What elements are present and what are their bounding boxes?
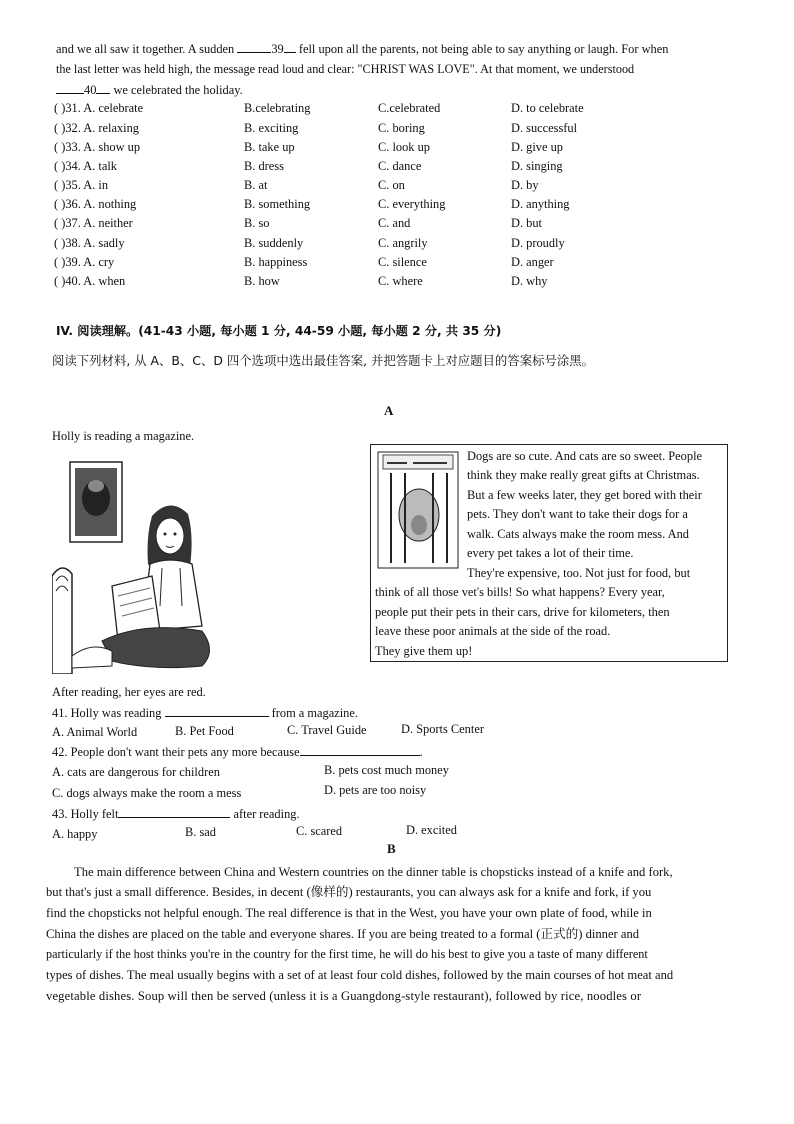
passage-b-line-2: but that's just a small difference. Besides, in decent (像样的) restaurants, you can always ask for a knife and fork, if you [46,885,652,899]
question-42-option-a[interactable]: A. cats are dangerous for children [52,765,220,779]
cloze-40-c[interactable]: C. where [378,274,423,288]
section-4-instruction: 阅读下列材料, 从 A、B、C、D 四个选项中选出最佳答案, 并把答题卡上对应题目的答案标号涂黑。 [52,353,595,368]
question-42-blank[interactable] [300,743,420,756]
cloze-32-a[interactable]: ( )32. A. relaxing [54,121,139,135]
question-41-stem: 41. Holly was reading from a magazine. [52,706,358,720]
cloze-40-a[interactable]: ( )40. A. when [54,274,126,288]
cloze-35-d[interactable]: D. by [511,178,539,192]
question-43-option-b[interactable]: B. sad [185,825,216,839]
cloze-33-c[interactable]: C. look up [378,140,430,154]
cloze-35-a[interactable]: ( )35. A. in [54,178,109,192]
cloze-33-a[interactable]: ( )33. A. show up [54,140,141,154]
pet-shop-dog-icon [377,451,459,569]
cloze-36-c[interactable]: C. everything [378,197,446,211]
cloze-31-c[interactable]: C.celebrated [378,101,441,115]
blank-39-number: 39 [271,42,284,56]
cloze-34-a[interactable]: ( )34. A. talk [54,159,117,173]
passage-a-label: A [384,403,394,418]
question-42-option-b[interactable]: B. pets cost much money [324,763,449,777]
blank-39[interactable] [237,40,271,53]
cloze-36-a[interactable]: ( )36. A. nothing [54,197,137,211]
cloze-38-a[interactable]: ( )38. A. sadly [54,236,125,250]
cloze-36-d[interactable]: D. anything [511,197,570,211]
passage-a-after: After reading, her eyes are red. [52,685,206,699]
cloze-38-b[interactable]: B. suddenly [244,236,304,250]
cloze-31-b[interactable]: B.celebrating [244,101,311,115]
article-line-6: every pet takes a lot of their time. [467,546,634,560]
question-41-option-b[interactable]: B. Pet Food [175,724,234,738]
cloze-37-a[interactable]: ( )37. A. neither [54,216,133,230]
article-line-7: They're expensive, too. Not just for food, but [467,566,691,580]
cloze-37-b[interactable]: B. so [244,216,270,230]
question-41-option-d[interactable]: D. Sports Center [401,722,484,736]
question-42-option-d[interactable]: D. pets are too noisy [324,783,427,797]
cloze-40-b[interactable]: B. how [244,274,280,288]
article-line-9: people put their pets in their cars, drive for kilometers, then [375,605,670,619]
cloze-36-b[interactable]: B. something [244,197,311,211]
cloze-39-a[interactable]: ( )39. A. cry [54,255,115,269]
cloze-32-c[interactable]: C. boring [378,121,425,135]
cloze-31-a[interactable]: ( )31. A. celebrate [54,101,144,115]
passage-b-line-6: types of dishes. The meal usually begins with a set of at least four cold dishes, followed by the main courses of hot meat and [46,968,674,982]
question-43-blank[interactable] [118,805,230,818]
illustration-girl-reading [52,456,220,674]
cloze-34-b[interactable]: B. dress [244,159,284,173]
question-41-option-c[interactable]: C. Travel Guide [287,723,367,737]
cloze-38-d[interactable]: D. proudly [511,236,565,250]
passage-b-line-7: vegetable dishes. Soup will then be served (unless it is a Guangdong-style restaurant), followed by rice, noodles or [46,989,642,1003]
passage-line-2: the last letter was held high, the message read loud and clear: "CHRIST WAS LOVE". At that moment, we understood [56,62,635,76]
cloze-33-d[interactable]: D. give up [511,140,563,154]
magazine-article-box [370,444,728,662]
passage-b-line-4: China the dishes are placed on the table and everyone shares. If you are being treated to a formal (正式的) dinner and [46,927,640,941]
cloze-40-d[interactable]: D. why [511,274,548,288]
cloze-31-d[interactable]: D. to celebrate [511,101,584,115]
question-43-option-c[interactable]: C. scared [296,824,343,838]
cloze-35-b[interactable]: B. at [244,178,268,192]
question-41-blank[interactable] [165,704,269,717]
blank-40-number: 40 [84,83,97,97]
passage-b-label: B [387,841,396,856]
section-4-heading: IV. 阅读理解。(41-43 小题, 每小题 1 分, 44-59 小题, 每小题 2 分, 共 35 分) [56,324,502,338]
cloze-33-b[interactable]: B. take up [244,140,295,154]
passage-b-line-5: particularly if the host thinks you're in the country for the first time, he will do his best to give you a taste of many different [46,947,648,961]
question-43-option-d[interactable]: D. excited [406,823,457,837]
cloze-39-d[interactable]: D. anger [511,255,554,269]
question-42-option-c[interactable]: C. dogs always make the room a mess [52,786,242,800]
question-43-option-a[interactable]: A. happy [52,827,98,841]
article-line-8: think of all those vet's bills! So what happens? Every year, [375,585,665,599]
question-41-option-a[interactable]: A. Animal World [52,725,138,739]
article-line-4: pets. They don't want to take their dogs for a [467,507,688,521]
article-line-10: leave these poor animals at the side of the road. [375,624,611,638]
article-line-5: walk. Cats always make the room mess. And [467,527,689,541]
cloze-37-d[interactable]: D. but [511,216,542,230]
article-line-3: But a few weeks later, they get bored with their [467,488,702,502]
cloze-37-c[interactable]: C. and [378,216,411,230]
cloze-35-c[interactable]: C. on [378,178,405,192]
cloze-39-b[interactable]: B. happiness [244,255,308,269]
article-line-2: think they make really great gifts at Christmas. [467,468,700,482]
cloze-32-d[interactable]: D. successful [511,121,578,135]
passage-line-1: and we all saw it together. A sudden 39 fell upon all the parents, not being able to say anything or laugh. For when [56,42,669,56]
blank-40[interactable] [56,81,84,94]
article-line-11: They give them up! [375,644,473,658]
question-42-stem: 42. People don't want their pets any more because . [52,745,423,759]
cloze-39-c[interactable]: C. silence [378,255,427,269]
cloze-38-c[interactable]: C. angrily [378,236,428,250]
article-line-1: Dogs are so cute. And cats are so sweet. People [467,449,703,463]
passage-line-3: 40 we celebrated the holiday. [56,81,243,98]
question-43-stem: 43. Holly felt after reading. [52,807,300,821]
passage-a-intro: Holly is reading a magazine. [52,429,195,443]
cloze-32-b[interactable]: B. exciting [244,121,299,135]
cloze-34-c[interactable]: C. dance [378,159,422,173]
passage-b-line-1: The main difference between China and Western countries on the dinner table is chopsticks instead of a knife and fork, [74,865,673,879]
passage-b-line-3: find the chopsticks not helpful enough. The real difference is that in the West, you have your own plate of food, while in [46,906,652,920]
cloze-34-d[interactable]: D. singing [511,159,563,173]
